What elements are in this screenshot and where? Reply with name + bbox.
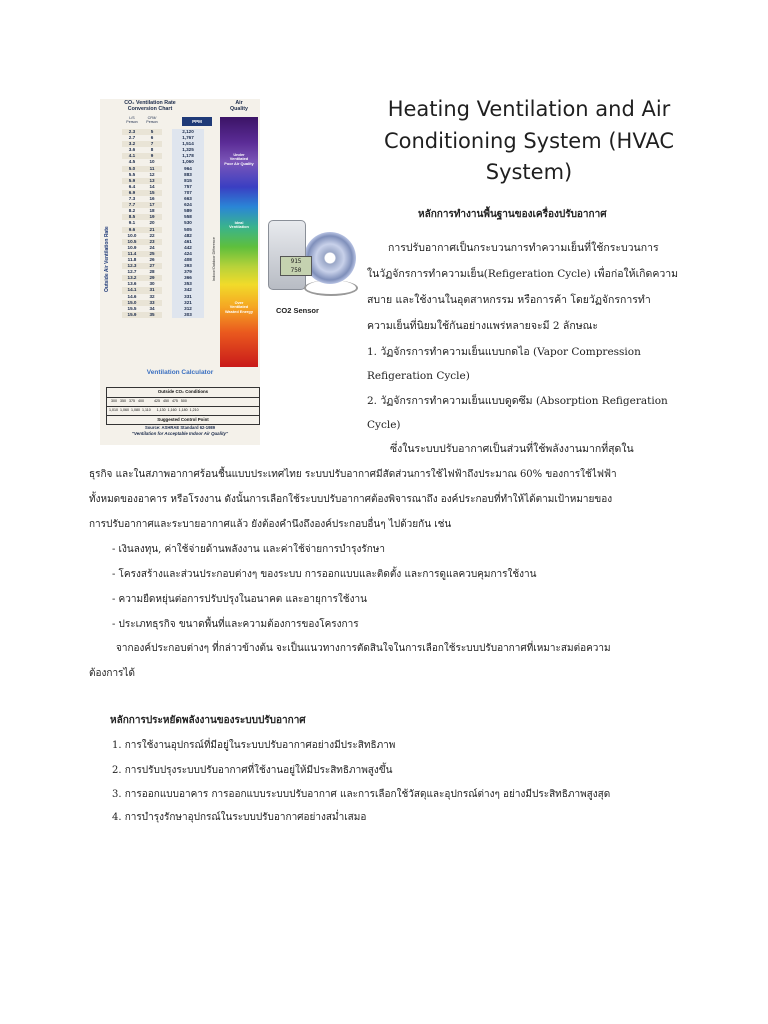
ppm-cell: 505	[172, 227, 204, 233]
section2-heading: หลักการประหยัดพลังงานของระบบปรับอากาศ	[110, 715, 306, 726]
cfm-cell: 14	[149, 183, 155, 189]
ls-cell: 2.3	[122, 129, 142, 135]
cfm-cell: 7	[142, 141, 162, 147]
cfm-cell: 26	[149, 256, 155, 262]
cfm-cell: 33	[142, 300, 162, 306]
ppm-cell: 461	[172, 239, 204, 245]
ls-cell: 14.6	[127, 293, 137, 299]
ls-cell: 3.2	[122, 141, 142, 147]
section1-heading: หลักการทำงานพื้นฐานของเครื่องปรับอากาศ	[418, 209, 607, 220]
ppm-cell: 707	[172, 190, 204, 196]
ls-cell: 11.8	[127, 256, 137, 262]
chart-title: CO₂ Ventilation Rate Conversion Chart	[124, 100, 176, 112]
aq-over-label: Over Ventilated Wasted Energy	[225, 300, 253, 314]
vertical-label-left: Outside Air Ventilation Rate	[104, 226, 110, 292]
cfm-cell: 30	[149, 281, 155, 287]
ls-cell: 11.4	[122, 251, 142, 257]
cfm-cell: 31	[142, 287, 162, 293]
energy-saving-item: 2. การปรับปรุงระบบปรับอากาศที่ใช้งานอยู่ให้มีประสิทธิภาพสูงขึ้น	[112, 765, 393, 776]
ppm-cell: 442	[172, 245, 204, 251]
ls-cell: 4.1	[122, 153, 142, 159]
calc-header: Outside CO₂ Conditions	[157, 389, 209, 394]
ls-cell: 5.0	[122, 166, 142, 172]
ppm-cell: 321	[172, 300, 204, 306]
ppm-cell: 366	[172, 275, 204, 281]
section1-line: ในวัฏจักรการทำความเย็น(Refigeration Cycle) เพื่อก่อให้เกิดความ	[367, 268, 679, 280]
consideration-bullet: - เงินลงทุน, ค่าใช้จ่ายด้านพลังงาน และค่าใช้จ่ายการบำรุงรักษา	[112, 544, 386, 555]
cfm-cell: 9	[142, 153, 162, 159]
ppm-cell: 530	[172, 220, 204, 226]
ls-cell: 8.5	[122, 214, 142, 220]
ppm-cell: 2,120	[172, 129, 204, 135]
conclusion-line: ต้องการได้	[89, 668, 135, 679]
document-title: Heating Ventilation and Air Conditioning System (HVAC System)	[383, 97, 674, 184]
cfm-cell: 35	[142, 312, 162, 318]
cfm-cell: 11	[142, 166, 162, 172]
cfm-cell: 12	[149, 171, 155, 177]
ppm-cell: 624	[172, 202, 204, 208]
calc-footer: Suggested Control Point	[107, 415, 259, 422]
consideration-bullet: - ความยืดหยุ่นต่อการปรับปรุงในอนาคต และอายุการใช้งาน	[112, 594, 367, 605]
section1-line: ธุรกิจ และในสภาพอากาศร้อนชื้นแบบประเทศไทย ระบบปรับอากาศมีสัดส่วนการใช้ไฟฟ้าถึงประมาณ 60% ของการใช้ไฟฟ้า	[89, 469, 617, 480]
section1-line: ทั้งหมดของอาคาร หรือโรงงาน ดังนั้นการเลือกใช้ระบบปรับอากาศต้องพิจารณาถึง องค์ประกอบที่ทำให้ได้ตามเป้าหมายของ	[89, 494, 613, 505]
vertical-label-right: Indoor/Outdoor Difference	[212, 237, 216, 281]
section1-line: ซึ่งในระบบปรับอากาศเป็นส่วนที่ใช้พลังงานมากที่สุดใน	[390, 443, 634, 455]
cfm-cell: 25	[142, 251, 162, 257]
cfm-cell: 17	[142, 202, 162, 208]
ls-cell: 12.3	[122, 263, 142, 269]
consideration-bullet: - โครงสร้างและส่วนประกอบต่างๆ ของระบบ การออกแบบและติดตั้ง และการดูแลควบคุมการใช้งาน	[112, 569, 537, 580]
ls-cell: 10.5	[122, 239, 142, 245]
calculator-title: Ventilation Calculator	[146, 369, 214, 376]
cfm-cell: 23	[142, 239, 162, 245]
ls-cell: 6.4	[128, 183, 136, 189]
air-quality-spectrum	[220, 117, 258, 367]
cfm-cell: 19	[142, 214, 162, 220]
cfm-cell: 21	[142, 227, 162, 233]
ls-cell: 2.7	[128, 135, 136, 141]
sensor-display: 915 750	[280, 256, 312, 276]
ls-cell: 7.7	[122, 202, 142, 208]
cfm-cell: 10	[149, 159, 155, 165]
ppm-cell: 1,514	[172, 141, 204, 147]
cfm-cell: 22	[149, 232, 155, 238]
ppm-cell: 379	[172, 269, 204, 275]
ppm-cell: 1,767	[172, 135, 204, 141]
calculator-table	[106, 387, 260, 425]
ls-cell: 12.7	[127, 269, 137, 275]
ls-cell: 15.0	[122, 300, 142, 306]
sensor-caption: CO2 Sensor	[276, 306, 319, 315]
cfm-cell: 18	[149, 208, 155, 214]
cfm-cell: 6	[150, 135, 154, 141]
ls-cell: 5.9	[122, 178, 142, 184]
energy-saving-item: 3. การออกแบบอาคาร การออกแบบระบบปรับอากาศ และการเลือกใช้วัสดุและอุปกรณ์ต่างๆ อย่างมีประสิทธิภาพสูงสุด	[112, 789, 611, 800]
ls-cell: 13.6	[127, 281, 137, 287]
section1-line: 1. วัฏจักรการทำความเย็นแบบกดไอ (Vapor Compression	[367, 346, 641, 358]
cfm-cell: 27	[142, 263, 162, 269]
ls-cell: 14.1	[122, 287, 142, 293]
ls-cell: 13.2	[122, 275, 142, 281]
ventilation-calculator	[100, 367, 260, 445]
cfm-cell: 34	[149, 305, 155, 311]
ppm-cell: 342	[172, 287, 204, 293]
chart-source-note: "Ventilation for Acceptable Indoor Air Quality"	[131, 431, 229, 436]
ppm-cell: 815	[172, 178, 204, 184]
energy-saving-item: 1. การใช้งานอุปกรณ์ที่มีอยู่ในระบบปรับอากาศอย่างมีประสิทธิภาพ	[112, 740, 396, 751]
ppm-cell: 331	[172, 294, 204, 300]
section1-line: การปรับอากาศเป็นกระบวนการทำความเย็นที่ใช้กระบวนการ	[388, 242, 659, 254]
ppm-cell: 1,325	[172, 147, 204, 153]
ppm-cell: 757	[172, 184, 204, 190]
aq-under-label: Under Ventilated Poor Air Quality	[224, 152, 254, 166]
ppm-cell: 1,178	[172, 153, 204, 159]
ls-cell: 5.5	[128, 171, 136, 177]
conclusion-line: จากองค์ประกอบต่างๆ ที่กล่าวข้างต้น จะเป็นแนวทางการตัดสินใจในการเลือกใช้ระบบปรับอากาศที่เหมาะสมต่อความ	[116, 643, 611, 654]
ls-cell: 8.2	[128, 208, 136, 214]
ls-cell: 10.9	[127, 244, 137, 250]
section1-line: Cycle)	[367, 419, 401, 431]
ppm-cell: 393	[172, 263, 204, 269]
ppm-cell: 424	[172, 251, 204, 257]
ls-cell: 9.6	[122, 227, 142, 233]
ppm-cell: 303	[172, 312, 204, 318]
cfm-cell: 28	[149, 269, 155, 275]
ppm-cell: 663	[172, 196, 204, 202]
col-cfm-header: CFM/ Person	[146, 116, 158, 124]
calc-row-outside: 300 350 375 400 425 450 475 500	[107, 397, 260, 403]
calc-row-control: 1,010 1,060 1,080 1,110 1,130 1,160 1,180 1,210	[107, 406, 260, 412]
ls-cell: 6.9	[122, 190, 142, 196]
chart-source: Source: ASHRAE Standard 62-1989	[144, 425, 216, 430]
cfm-cell: 20	[149, 220, 155, 226]
ls-cell: 15.5	[127, 305, 137, 311]
sensor-device-image	[268, 220, 306, 290]
cfm-cell: 32	[149, 293, 155, 299]
ppm-cell: 408	[172, 257, 204, 263]
ppm-cell: 964	[172, 166, 204, 172]
cfm-cell: 29	[142, 275, 162, 281]
ls-cell: 10.0	[127, 232, 137, 238]
ls-cell: 4.5	[128, 159, 136, 165]
cfm-cell: 8	[150, 147, 154, 153]
ls-cell: 15.9	[122, 312, 142, 318]
co2-sensor-image	[264, 220, 360, 320]
air-quality-header: Air Quality	[230, 100, 248, 112]
col-ls-header: L/S Person	[126, 116, 138, 124]
sensor-cable-image	[304, 280, 358, 296]
ls-cell: 7.3	[128, 196, 136, 202]
ppm-cell: 883	[172, 172, 204, 178]
section1-line: การปรับอากาศและระบายอากาศแล้ว ยังต้องคำนึงถึงองค์ประกอบอื่นๆ ไปด้วยกัน เช่น	[89, 519, 452, 530]
ppm-cell: 558	[172, 214, 204, 220]
ppm-cell: 312	[172, 306, 204, 312]
conversion-table	[122, 129, 214, 318]
co2-ventilation-chart-image	[100, 99, 260, 445]
ppm-cell: 1,060	[172, 159, 204, 165]
conversion-table-row	[122, 312, 214, 318]
ls-cell: 3.6	[128, 147, 136, 153]
section1-line: สบาย และใช้งานในอุตสาหกรรม หรือการค้า โดยวัฏจักรการทำ	[367, 294, 651, 306]
ppm-cell: 589	[172, 208, 204, 214]
energy-saving-item: 4. การบำรุงรักษาอุปกรณ์ในระบบปรับอากาศอย่างสม่ำเสมอ	[112, 812, 367, 823]
consideration-bullet: - ประเภทธุรกิจ ขนาดพื้นที่และความต้องการของโครงการ	[112, 619, 359, 630]
cfm-cell: 15	[142, 190, 162, 196]
cfm-cell: 16	[149, 196, 155, 202]
ppm-cell: 353	[172, 281, 204, 287]
col-ppm-header: PPM	[182, 117, 212, 126]
section1-line: Refigeration Cycle)	[367, 370, 470, 382]
aq-ideal-label: Ideal Ventilation	[229, 220, 249, 230]
cfm-cell: 13	[142, 178, 162, 184]
section1-line: 2. วัฏจักรการทำความเย็นแบบดูดซึม (Absorption Refigeration	[367, 395, 668, 407]
cfm-cell: 24	[149, 244, 155, 250]
ls-cell: 9.1	[128, 220, 136, 226]
section1-line: ความเย็นที่นิยมใช้กันอย่างแพร่หลายจะมี 2 ลักษณะ	[367, 320, 598, 332]
ppm-cell: 482	[172, 233, 204, 239]
cfm-cell: 5	[142, 129, 162, 135]
